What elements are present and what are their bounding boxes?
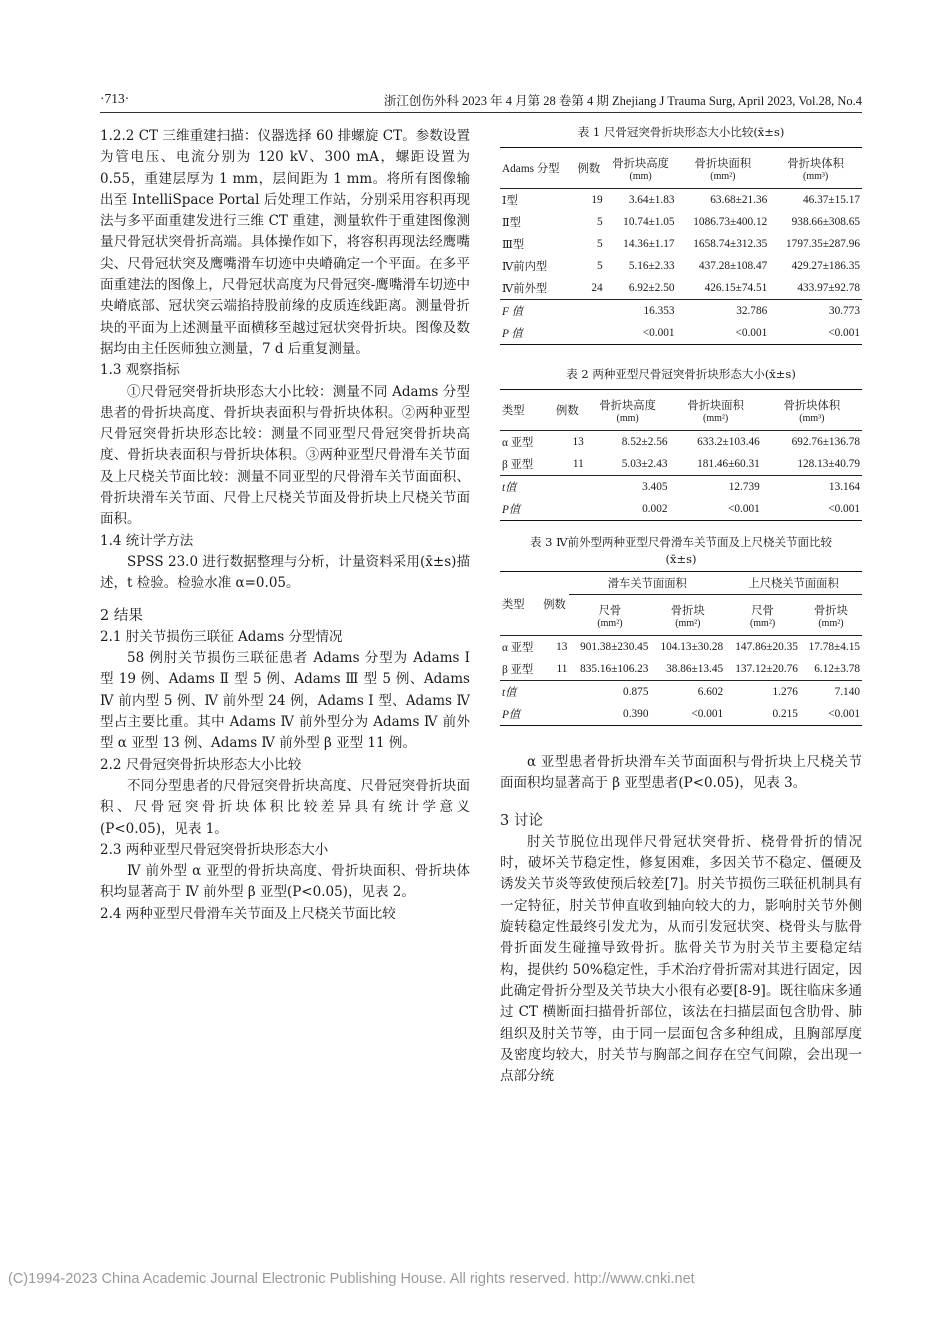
left-column — [100, 126, 470, 925]
para-2-4: α 亚型患者骨折块滑车关节面面积与骨折块上尺桡关节面面积均显著高于 β 亚型患者(P<0.05)，见表 3。 — [500, 754, 862, 792]
table-row: P值 0.390 <0.001 0.215 <0.001 — [500, 703, 862, 726]
table-row: Ⅳ前内型 5 5.16±2.33 437.28±108.47 429.27±186.35 — [502, 260, 860, 273]
table-2-caption: 表 2 两种亚型尺骨冠突骨折块形态大小(x̄±s) — [566, 367, 796, 381]
heading-2-3: 2.3 两种亚型尺骨冠突骨折块形态大小 — [100, 841, 329, 858]
heading-2: 2 结果 — [100, 607, 143, 624]
t2-header: 例数 — [549, 390, 586, 431]
table-3 — [500, 534, 862, 726]
t2-header: 类型 — [500, 390, 549, 431]
table-row: t值 0.875 6.602 1.276 7.140 — [502, 686, 860, 699]
table-3-caption-sub: (x̄±s) — [665, 552, 697, 566]
section-1-2-2: 1.2.2 CT 三维重建扫描：仪器选择 60 排螺旋 CT。参数设置为管电压、电流分别为 120 kV、300 mA，螺距设置为 0.55，重建层厚为 1 mm，层间距为 1 mm。将所有图像输出至 IntelliSpace Portal 后处理工作站，分别采用容积再现法与多平面重建发进行三维 CT 重建，测量软件于重建图像测量尺骨冠状突骨折高端。具体操作如下，将容积再现法经鹰嘴尖、尺骨冠状突及鹰嘴滑车切迹中央嵴确定一个平面。在多平面重建法的图像上，尺骨冠状高度为尺骨冠突-鹰嘴滑车切迹中央嵴底部、冠状突云端掐持股前缘的皮质连线距离。测量骨折块的平面为上述测量平面横移至越过冠状突骨折块。图像及数据均由主任医师独立测量，7 d 后重复测量。 — [100, 128, 470, 357]
table-row: P值 0.002 <0.001 <0.001 — [500, 498, 862, 521]
table-3-caption: 表 3 Ⅳ前外型两种亚型尺骨滑车关节面及上尺桡关节面比较 — [529, 535, 833, 549]
table-row: Ⅱ型 5 10.74±1.05 1086.73±400.12 938.66±308.65 — [502, 216, 860, 229]
table-row: Ⅲ型 5 14.36±1.17 1658.74±312.35 1797.35±287.96 — [502, 238, 860, 251]
para-1-4: SPSS 23.0 进行数据整理与分析，计量资料采用(x̄±s)描述，t 检验。检验水准 α=0.05。 — [100, 553, 470, 592]
table-row: α 亚型 13 8.52±2.56 633.2±103.46 692.76±136.78 — [502, 436, 860, 449]
t3-header: 骨折块 (mm²) — [670, 604, 705, 629]
t2-header: 骨折块体积 (mm³) — [762, 390, 862, 431]
table-row: t值 3.405 12.739 13.164 — [502, 481, 860, 494]
copyright-footer: (C)1994-2023 China Academic Journal Electronic Publishing House. All rights reserved. http://www.cnki.net — [8, 1271, 695, 1287]
spacer — [100, 595, 470, 606]
running-header: 浙江创伤外科 2023 年 4 月第 28 卷第 4 期 Zhejiang J Trauma Surg, April 2023, Vol.28, No.4 — [383, 94, 862, 108]
table-row: β 亚型 11 5.03±2.43 181.46±60.31 128.13±40.79 — [500, 453, 862, 476]
t1-header: 骨折块面积 (mm²) — [677, 148, 770, 189]
para-1-3: ①尺骨冠突骨折块形态大小比较：测量不同 Adams 分型患者的骨折块高度、骨折块表面积与骨折块体积。②两种亚型尺骨冠突骨折块形态比较：测量不同亚型尺骨冠突骨折块高度、骨折块表面积与骨折块体积。③两种亚型尺骨滑车关节面及上尺桡关节面比较：测量不同亚型的尺骨滑车关节面面积、骨折块滑车关节面、尺骨上尺桡关节面及骨折块上尺桡关节面面积。 — [100, 383, 470, 528]
t1-header: 骨折块体积 (mm³) — [769, 148, 862, 189]
table-row: β 亚型 11 835.16±106.23 38.86±13.45 137.12±20.76 6.12±3.78 — [500, 658, 862, 681]
t3-group-header: 滑车关节面面积 — [569, 572, 725, 595]
t1-header: 例数 — [573, 148, 605, 189]
para-2-3: Ⅳ 前外型 α 亚型的骨折块高度、骨折块面积、骨折块体积均显著高于 Ⅳ 前外型 β 亚型(P<0.05)，见表 2。 — [100, 863, 470, 901]
spacer — [500, 795, 862, 811]
heading-1-3: 1.3 观察指标 — [100, 362, 180, 379]
para-3: 肘关节脱位出现伴尺骨冠状突骨折、桡骨骨折的情况时，破坏关节稳定性，修复困难，多因关节不稳定、僵硬及诱发关节炎等致使预后较差[7]。肘关节损伤三联征机制具有一定特征，肘关节伸直收到轴向较大的力，影响肘关节外侧旋转稳定性最终引发尤为，从而引发冠状突、桡骨头与肱骨骨折面发生碰撞导致骨折。肱骨关节为肘关节主要稳定结构，提供约 50%稳定性，手术治疗骨折需对其进行固定，因此确定骨折分型及关节块大小很有必要[8-9]。既往临床多通过 CT 横断面扫描骨折部位，该法在扫描层面包含肋骨、肺组织及肘关节等，由于同一层面包含多种组成，且胸部厚度及密度均较大，肘关节与胸部之间存在空气间隙，会出现一点部分统 — [500, 833, 862, 1085]
table-row: Ⅰ型 19 3.64±1.83 63.68±21.36 46.37±15.17 — [502, 194, 860, 207]
t3-group-header: 上尺桡关节面面积 — [725, 572, 862, 595]
heading-3: 3 讨论 — [500, 812, 543, 829]
t1-header: 骨折块高度 (mm) — [605, 148, 677, 189]
heading-2-4: 2.4 两种亚型尺骨滑车关节面及上尺桡关节面比较 — [100, 905, 396, 922]
table-row: P 值 <0.001 <0.001 <0.001 — [500, 322, 862, 345]
t2-header: 骨折块高度 (mm) — [586, 390, 670, 431]
header-rule — [100, 112, 862, 113]
t3-header: 例数 — [543, 598, 566, 611]
table-row: F 值 16.353 32.786 30.773 — [502, 305, 860, 318]
t3-header: 尺骨 (mm²) — [597, 604, 623, 629]
t2-header: 骨折块面积 (mm²) — [670, 390, 762, 431]
heading-1-4: 1.4 统计学方法 — [100, 532, 194, 549]
t1-header: Adams 分型 — [500, 148, 573, 189]
page-number: ·713· — [100, 91, 130, 106]
table-1-caption: 表 1 尺骨冠突骨折块形态大小比较(x̄±s) — [577, 125, 785, 139]
para-2-1: 58 例肘关节损伤三联征患者 Adams 分型为 Adams Ⅰ 型 19 例、Adams Ⅱ 型 5 例、Adams Ⅲ 型 5 例、Adams Ⅳ 前内型 5 例、Ⅳ 前外型 24 例，Adams Ⅰ 型、Adams Ⅳ 型占主要比重。其中 Adams Ⅳ 前外型分为 Adams Ⅳ 前外型 α 亚型 13 例、Adams Ⅳ 前外型 β 亚型 11 例。 — [100, 650, 470, 752]
para-2-2: 不同分型患者的尺骨冠突骨折块高度、尺骨冠突骨折块面积、尺骨冠突骨折块体积比较差异具有统计学意义(P<0.05)，见表 1。 — [100, 777, 470, 837]
table-2 — [500, 366, 862, 521]
right-column — [500, 752, 862, 1087]
heading-2-1: 2.1 肘关节损伤三联征 Adams 分型情况 — [100, 628, 343, 645]
t3-header: 尺骨 (mm²) — [749, 604, 776, 629]
table-row: Ⅳ前外型 24 6.92±2.50 426.15±74.51 433.97±92.78 — [500, 277, 862, 300]
table-row: α 亚型 13 901.38±230.45 104.13±30.28 147.86±20.35 17.78±4.15 — [500, 636, 862, 659]
t3-header: 骨折块 (mm²) — [814, 604, 848, 629]
heading-2-2: 2.2 尺骨冠突骨折块形态大小比较 — [100, 756, 302, 773]
t3-header: 类型 — [502, 598, 525, 611]
table-1 — [500, 124, 862, 345]
